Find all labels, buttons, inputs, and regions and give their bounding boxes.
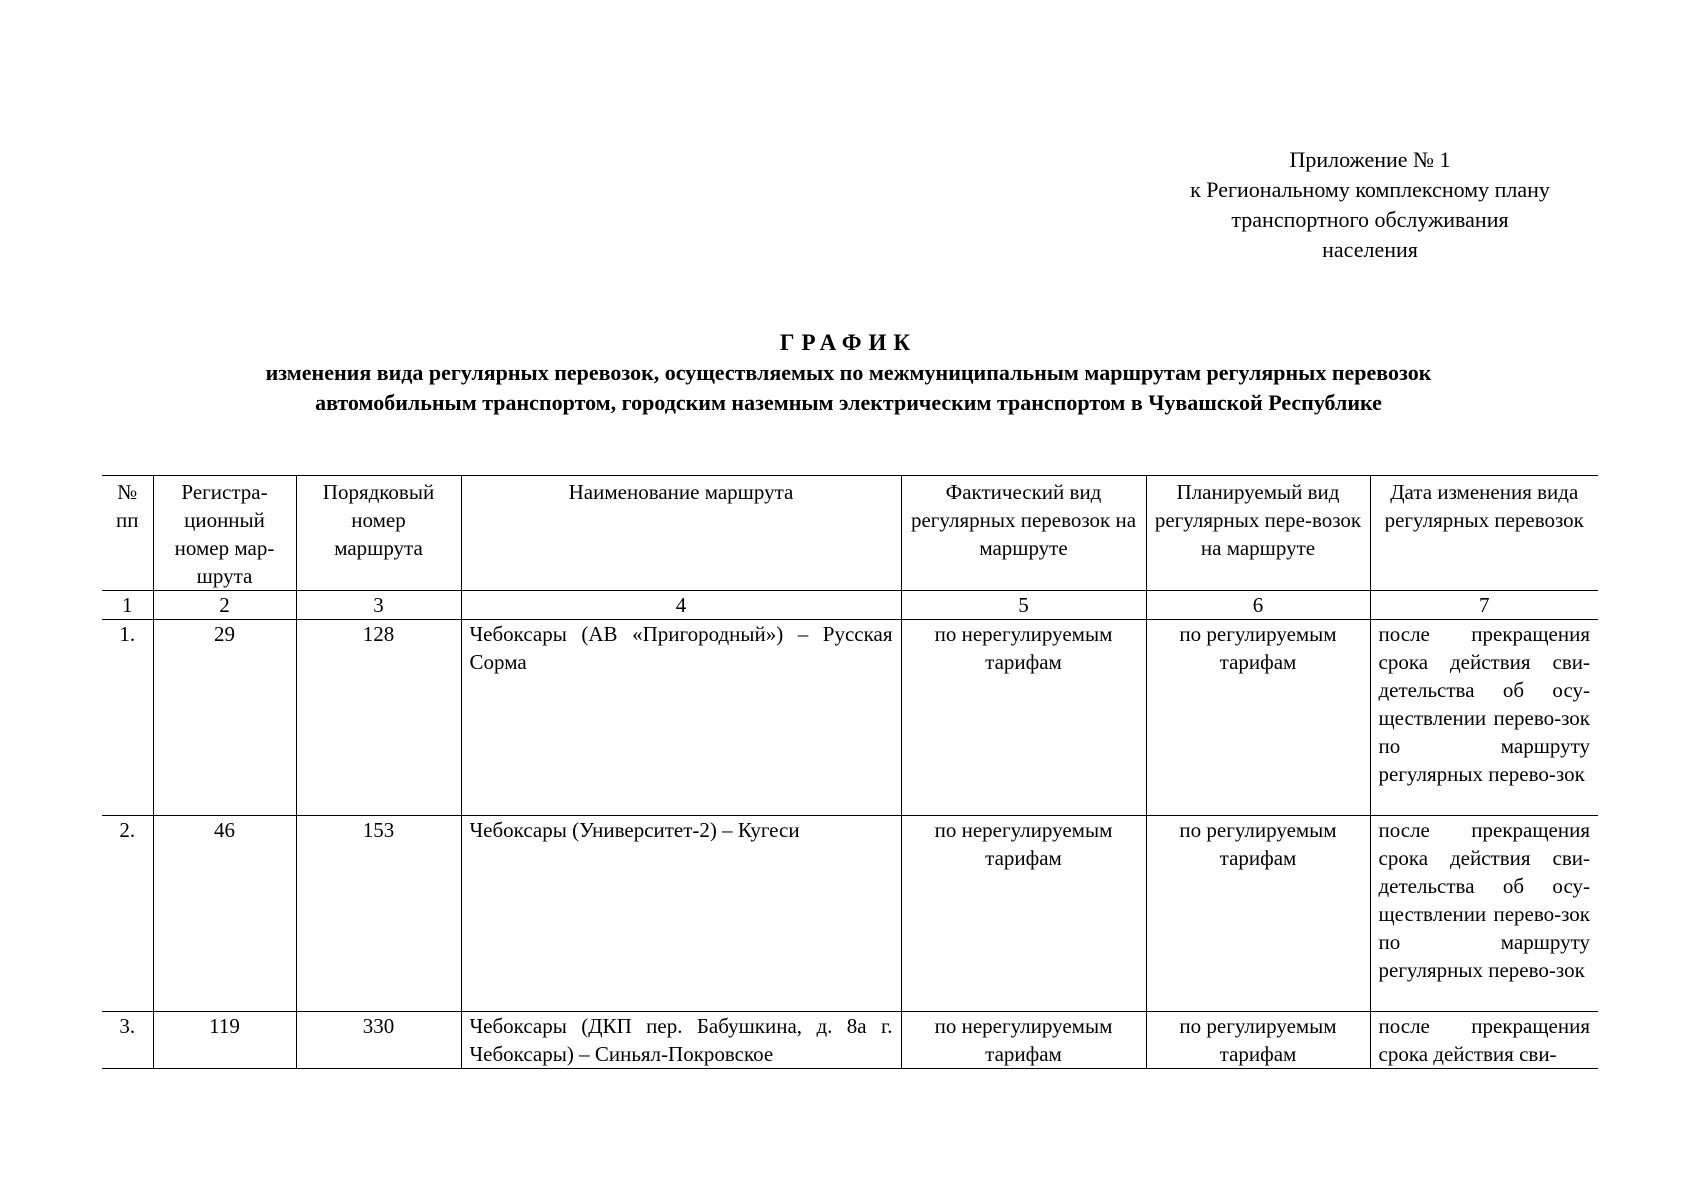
planned-type: по регулируемым тарифам [1146,816,1370,1012]
route-name: Чебоксары (Университет-2) – Кугеси [461,816,901,1012]
table-header-row [102,476,1598,591]
change-date: после прекращения срока действия сви-детельства об осу-ществлении перево-зок по маршруту регулярных перево-зок [1370,620,1598,816]
column-number: 5 [901,591,1146,620]
header-order-number: Порядковый номер маршрута [296,476,461,591]
reg-number: 29 [153,620,296,816]
change-date: после прекращения срока действия сви-детельства об осу-ществлении перево-зок по маршруту регулярных перево-зок [1370,816,1598,1012]
row-number: 2. [102,816,153,1012]
appendix-line: Приложение № 1 [1289,147,1451,172]
route-name: Чебоксары (ДКП пер. Бабушкина, д. 8а г. Чебоксары) – Синьял-Покровское [461,1012,901,1069]
column-number: 1 [102,591,153,620]
header-route-name: Наименование маршрута [461,476,901,591]
column-number: 7 [1370,591,1598,620]
table-row [102,620,1598,816]
header-planned-type: Планируемый вид регулярных пере-возок на маршруте [1146,476,1370,591]
column-number: 6 [1146,591,1370,620]
actual-type: по нерегулируемым тарифам [901,620,1146,816]
reg-number: 119 [153,1012,296,1069]
row-number: 3. [102,1012,153,1069]
actual-type: по нерегулируемым тарифам [901,1012,1146,1069]
planned-type: по регулируемым тарифам [1146,620,1370,816]
table-row [102,1012,1598,1069]
document-subtitle-line: автомобильным транспортом, городским наземным электрическим транспортом в Чувашской Республике [315,390,1382,415]
actual-type: по нерегулируемым тарифам [901,816,1146,1012]
header-reg-number: Регистра-ционный номер мар-шрута [153,476,296,591]
appendix-block [1130,145,1610,265]
column-number-row [102,591,1598,620]
appendix-line: транспортного обслуживания [1231,207,1509,232]
header-actual-type: Фактический вид регулярных перевозок на маршруте [901,476,1146,591]
document-subtitle-line: изменения вида регулярных перевозок, осуществляемых по межмуниципальным маршрутам регулярных перевозок [265,360,1432,385]
column-number: 4 [461,591,901,620]
reg-number: 46 [153,816,296,1012]
appendix-line: населения [1322,237,1418,262]
schedule-table [102,475,1598,1069]
appendix-line: к Региональному комплексному плану [1190,177,1550,202]
table-row [102,816,1598,1012]
planned-type: по регулируемым тарифам [1146,1012,1370,1069]
column-number: 2 [153,591,296,620]
order-number: 153 [296,816,461,1012]
header-row-number: № пп [102,476,153,591]
column-number: 3 [296,591,461,620]
header-change-date: Дата изменения вида регулярных перевозок [1370,476,1598,591]
route-name: Чебоксары (АВ «Пригородный») – Русская Сорма [461,620,901,816]
document-title: ГРАФИК [779,330,918,355]
change-date: после прекращения срока действия сви- [1370,1012,1598,1069]
row-number: 1. [102,620,153,816]
order-number: 128 [296,620,461,816]
document-heading [0,328,1697,418]
order-number: 330 [296,1012,461,1069]
